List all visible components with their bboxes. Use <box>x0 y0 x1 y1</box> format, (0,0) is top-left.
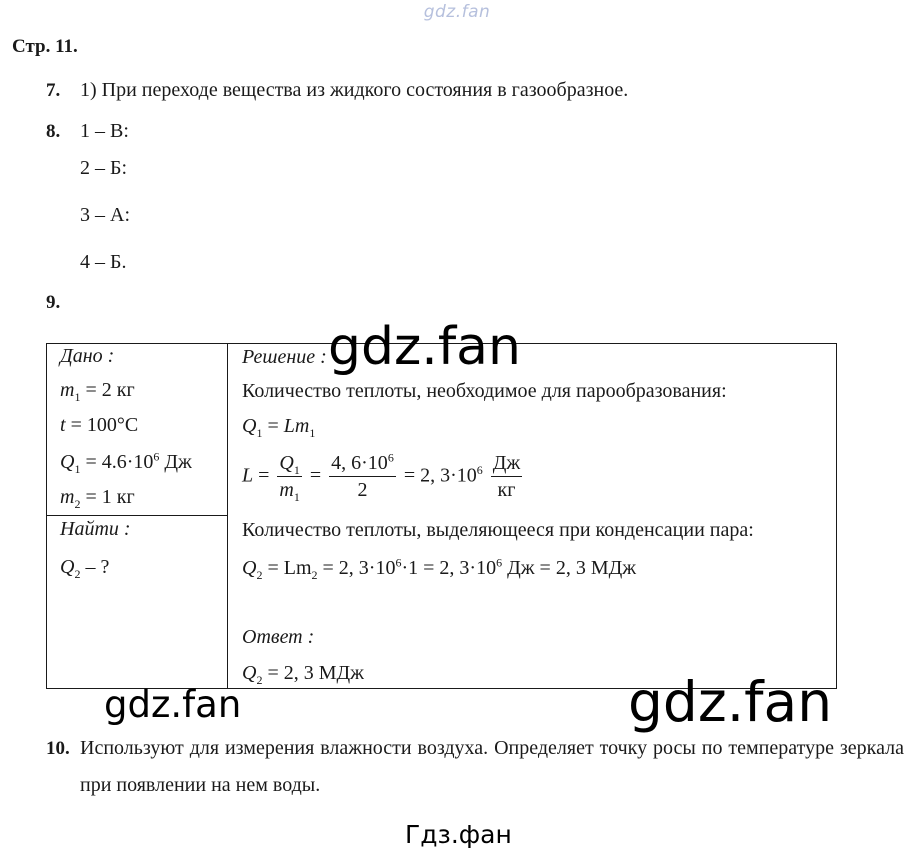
watermark-top: gdz.fan <box>423 2 491 22</box>
given-q1: $Q_1 = 4.6\cdot 10^6$ Дж <box>60 449 192 476</box>
answer-value: $Q_2 = 2$, 3 МДж <box>242 662 364 687</box>
table-divider-horizontal <box>46 515 228 516</box>
question-7-answer: 1) При переходе вещества из жидкого состояния в газообразное. <box>80 79 629 101</box>
solution-line-1: Количество теплоты, необходимое для парообразования: <box>242 380 727 402</box>
formula-q2: $Q_2 = Lm_2 = 2$, $3\cdot 10^6\cdot 1 = 2$, $3\cdot 10^6$ Дж = 2, 3 МДж <box>242 555 637 582</box>
fraction-numbers: $\frac{4, 6\cdot 10^6}{2}$ <box>331 450 394 501</box>
question-7-number: 7. <box>46 80 61 101</box>
answer-label: Ответ : <box>242 626 315 648</box>
fraction-unit: $\frac{Дж}{кг}$ <box>492 452 521 501</box>
question-8-line-1: 1 – В: <box>80 120 129 142</box>
given-t: t = 100°C <box>60 414 139 436</box>
given-m1: $m_1 = 2$ кг <box>60 379 135 404</box>
question-9-number: 9. <box>46 292 61 313</box>
find-label: Найти : <box>60 518 131 540</box>
question-8-line-4: 4 – Б. <box>80 251 127 273</box>
formula-l: L = $\frac{Q_1}{m_1}$ = $\frac{4, 6\cdot 10^6}{2}$ = 2, $3\cdot 10^6$ $\frac{Дж}{кг}$ <box>242 450 521 504</box>
question-8-line-3: 3 – А: <box>80 204 130 226</box>
solution-label: Решение : <box>242 346 327 368</box>
watermark-footer: Гдз.фан <box>405 820 512 849</box>
question-10-number: 10. <box>46 738 70 759</box>
page-number: Стр. 11. <box>12 36 78 57</box>
formula-q1: $Q_1 = Lm_1$ <box>242 415 316 440</box>
table-divider-vertical <box>227 343 228 689</box>
given-m2: $m_2 = 1$ кг <box>60 486 135 511</box>
solution-line-2: Количество теплоты, выделяющееся при конденсации пара: <box>242 519 754 541</box>
watermark-right: gdz.fan <box>628 670 833 734</box>
question-10-answer: Используют для измерения влажности воздуха. Определяет точку росы по температуре зеркала при появлении на нем воды. <box>80 737 904 796</box>
fraction-q1-m1: $\frac{Q_1}{m_1}$ <box>279 452 300 504</box>
watermark-center: gdz.fan <box>328 317 521 377</box>
question-8-line-2: 2 – Б: <box>80 157 128 179</box>
given-label: Дано : <box>60 345 115 367</box>
watermark-left: gdz.fan <box>104 683 242 726</box>
find-q2: $Q_2$ – ? <box>60 556 110 581</box>
question-8-number: 8. <box>46 121 61 142</box>
